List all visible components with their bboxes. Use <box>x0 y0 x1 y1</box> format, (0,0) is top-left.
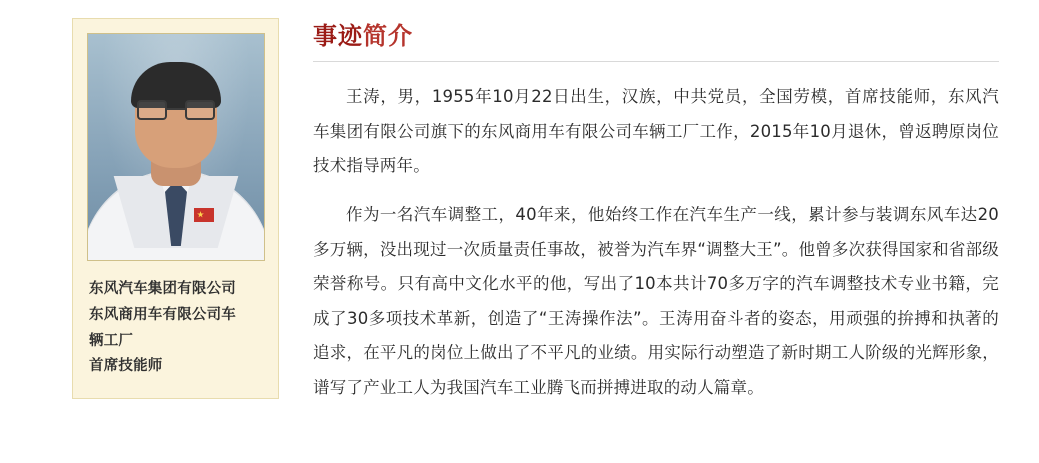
flag-badge-icon <box>194 208 214 222</box>
glasses-icon <box>137 100 215 120</box>
section-heading <box>313 16 999 62</box>
profile-caption-line: 首席技能师 <box>89 358 163 375</box>
article-body <box>313 80 999 406</box>
section-heading-main: 事迹 <box>313 22 363 50</box>
article-paragraph: 作为一名汽车调整工，40年来，他始终工作在汽车生产一线，累计参与装调东风车达20多万辆，没出现过一次质量责任事故，被誉为汽车界“调整大王”。他曾多次获得国家和省部级荣誉称号。只有高中文化水平的他，写出了10本共计70多万字的汽车调整技术专业书籍，完成了30多项技术革新，创造了“王涛操作法”。王涛用奋斗者的姿态，用顽强的拚搏和执著的追求，在平凡的岗位上做出了不平凡的业绩。用实际行动塑造了新时期工人阶级的光辉形象，谱写了产业工人为我国汽车工业腾飞而拼搏进取的动人篇章。 <box>313 204 999 398</box>
section-heading-sub: 简介 <box>363 22 413 50</box>
glasses-lens-left <box>137 100 167 120</box>
article-column <box>295 0 1039 463</box>
glasses-lens-right <box>185 100 215 120</box>
article-paragraph: 王涛，男，1955年10月22日出生，汉族，中共党员，全国劳模，首席技能师，东风汽车集团有限公司旗下的东风商用车有限公司车辆工厂工作，2015年10月退休，曾返聘原岗位技术指导两年。 <box>313 87 999 176</box>
portrait-photo <box>87 33 265 261</box>
profile-caption-line: 东风汽车集团有限公司 <box>89 281 236 297</box>
profile-caption <box>87 277 264 380</box>
profile-caption-line: 东风商用车有限公司车 <box>89 306 236 323</box>
profile-caption-line: 辆工厂 <box>89 332 134 349</box>
profile-column <box>0 0 295 463</box>
profile-card <box>72 18 279 399</box>
glasses-bridge <box>167 108 185 110</box>
